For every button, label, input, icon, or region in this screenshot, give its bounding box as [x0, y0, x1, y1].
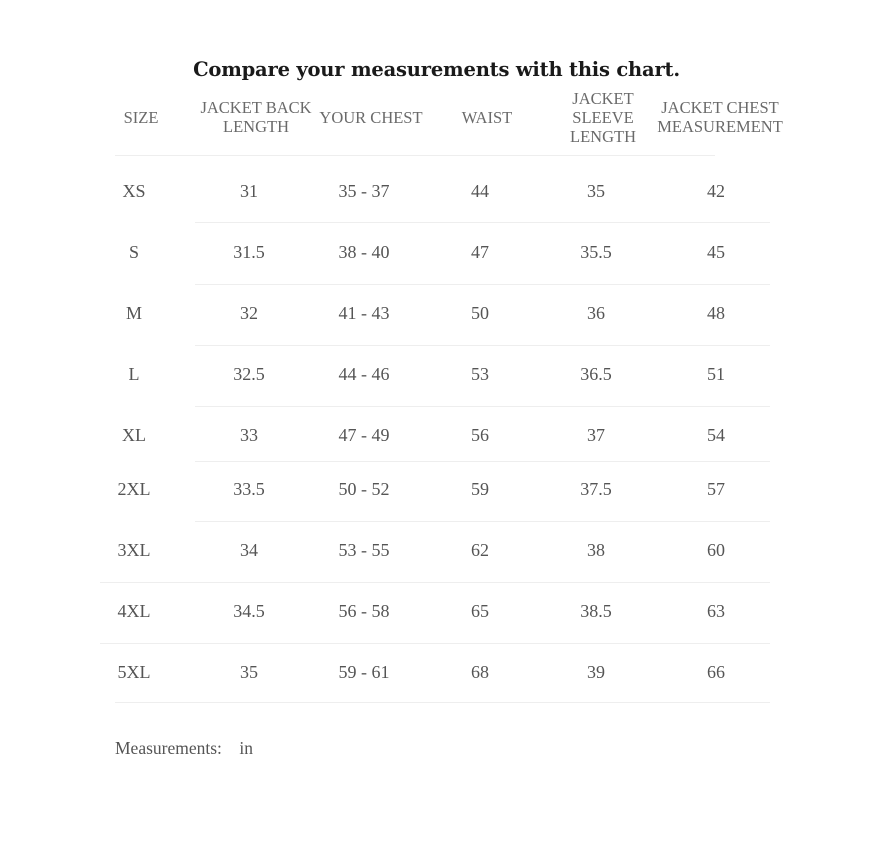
- cell-jacket-chest-measurement: 57: [707, 478, 725, 499]
- cell-jacket-back-length: 34: [240, 539, 258, 560]
- row-separator: [115, 702, 770, 703]
- cell-your-chest: 59 - 61: [338, 661, 390, 682]
- table-row: [0, 459, 873, 519]
- cell-waist: 53: [471, 363, 489, 384]
- cell-jacket-back-length: 32: [240, 302, 258, 323]
- cell-your-chest: 47 - 49: [338, 424, 390, 445]
- table-row: [0, 344, 873, 404]
- cell-size: M: [125, 302, 142, 323]
- cell-waist: 59: [471, 478, 489, 499]
- header-your-chest: YOUR CHEST: [319, 108, 423, 127]
- cell-jacket-back-length: 34.5: [233, 600, 265, 621]
- table-row: [0, 520, 873, 580]
- header-separator: [115, 155, 715, 156]
- cell-size: 4XL: [117, 600, 151, 621]
- table-row: [0, 405, 873, 465]
- cell-jacket-back-length: 33: [240, 424, 258, 445]
- measurements-unit: in: [239, 738, 254, 758]
- cell-jacket-chest-measurement: 48: [707, 302, 725, 323]
- cell-jacket-back-length: 31: [240, 180, 258, 201]
- cell-your-chest: 41 - 43: [338, 302, 390, 323]
- table-row: [0, 642, 873, 702]
- cell-jacket-chest-measurement: 63: [707, 600, 725, 621]
- cell-jacket-chest-measurement: 66: [707, 661, 725, 682]
- cell-waist: 65: [471, 600, 489, 621]
- header-waist: WAIST: [461, 108, 513, 127]
- cell-your-chest: 53 - 55: [338, 539, 390, 560]
- cell-jacket-chest-measurement: 51: [707, 363, 725, 384]
- cell-your-chest: 50 - 52: [338, 478, 390, 499]
- cell-size: XS: [122, 180, 146, 201]
- cell-jacket-sleeve-length: 39: [587, 661, 605, 682]
- cell-waist: 68: [471, 661, 489, 682]
- table-row: [0, 581, 873, 641]
- cell-jacket-sleeve-length: 38.5: [580, 600, 612, 621]
- cell-jacket-back-length: 33.5: [233, 478, 265, 499]
- cell-size: S: [128, 241, 139, 262]
- cell-your-chest: 35 - 37: [338, 180, 390, 201]
- cell-jacket-back-length: 35: [240, 661, 258, 682]
- cell-jacket-sleeve-length: 37: [587, 424, 605, 445]
- cell-jacket-chest-measurement: 60: [707, 539, 725, 560]
- cell-jacket-sleeve-length: 36: [587, 302, 605, 323]
- header-jacket-sleeve-length: JACKET SLEEVE LENGTH: [570, 89, 636, 146]
- header-jacket-back-length: JACKET BACK LENGTH: [200, 98, 312, 136]
- cell-size: 5XL: [117, 661, 151, 682]
- cell-jacket-chest-measurement: 45: [707, 241, 725, 262]
- cell-jacket-chest-measurement: 42: [707, 180, 725, 201]
- cell-waist: 50: [471, 302, 489, 323]
- cell-waist: 56: [471, 424, 489, 445]
- cell-your-chest: 44 - 46: [338, 363, 390, 384]
- cell-waist: 47: [471, 241, 489, 262]
- cell-jacket-sleeve-length: 36.5: [580, 363, 612, 384]
- header-jacket-chest-measurement: JACKET CHEST MEASUREMENT: [657, 98, 783, 136]
- table-row: [0, 222, 873, 282]
- cell-waist: 44: [471, 180, 489, 201]
- chart-title: Compare your measurements with this chart.: [193, 58, 680, 81]
- cell-waist: 62: [471, 539, 489, 560]
- cell-jacket-sleeve-length: 35.5: [580, 241, 612, 262]
- cell-size: 2XL: [117, 478, 151, 499]
- measurement-unit-note: [115, 738, 253, 759]
- cell-jacket-sleeve-length: 38: [587, 539, 605, 560]
- cell-jacket-chest-measurement: 54: [707, 424, 725, 445]
- cell-jacket-sleeve-length: 35: [587, 180, 605, 201]
- table-row: [0, 161, 873, 221]
- cell-size: 3XL: [117, 539, 151, 560]
- measurements-label: Measurements:: [115, 738, 222, 758]
- cell-size: XL: [122, 424, 146, 445]
- cell-jacket-back-length: 32.5: [233, 363, 265, 384]
- cell-jacket-back-length: 31.5: [233, 241, 265, 262]
- cell-your-chest: 38 - 40: [338, 241, 390, 262]
- cell-your-chest: 56 - 58: [338, 600, 390, 621]
- header-size: SIZE: [123, 108, 159, 127]
- cell-jacket-sleeve-length: 37.5: [580, 478, 612, 499]
- table-row: [0, 283, 873, 343]
- cell-size: L: [128, 363, 140, 384]
